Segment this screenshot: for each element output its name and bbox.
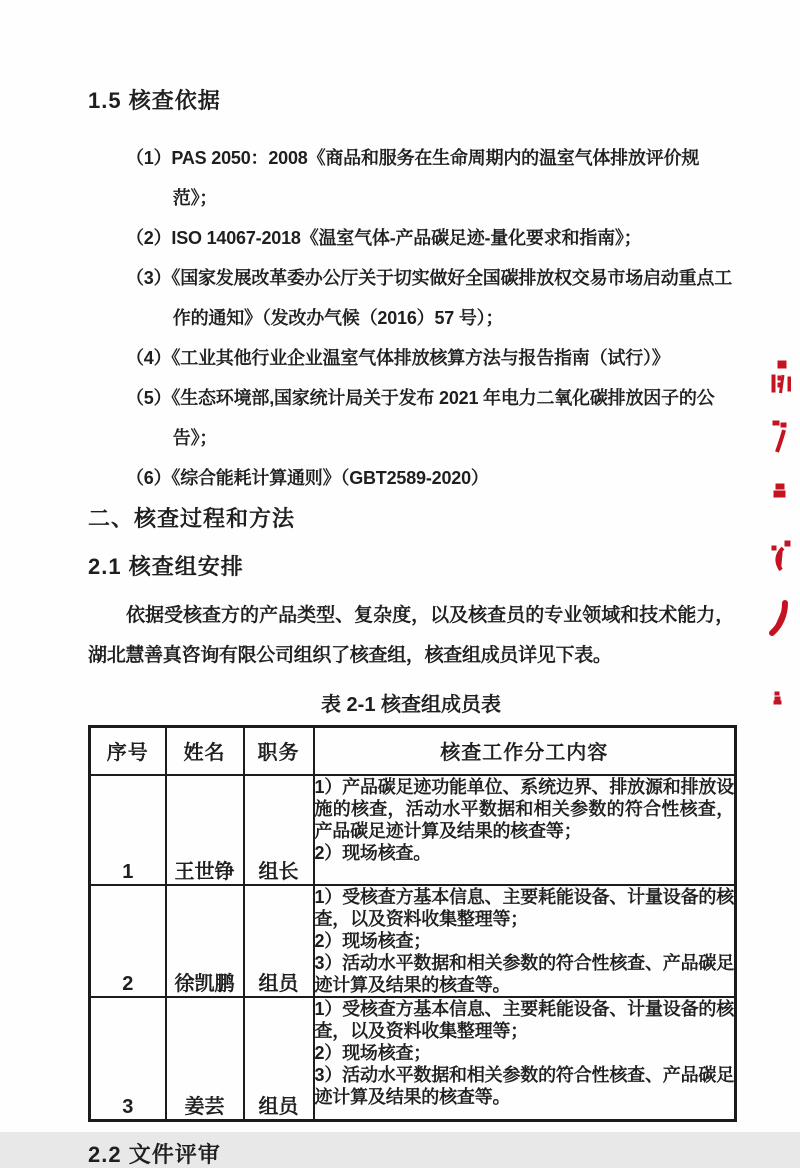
duty-line: 2）现场核查。: [314, 842, 432, 863]
duty-line: 1）产品碳足迹功能单位、系统边界、排放源和排放设施的核查，活动水平数据和相关参数的符合性核查，产品碳足迹计算及结果的核查等；: [314, 776, 734, 841]
team-members-table: [88, 725, 737, 1122]
header-role: 职务: [244, 727, 314, 775]
red-stamp-fragment-2: [773, 421, 786, 452]
team-arrangement-paragraph: 依据受核查方的产品类型、复杂度，以及核查员的专业领域和技术能力，湖北慧善真咨询有限公司组织了核查组，核查组成员详见下表。: [88, 605, 734, 666]
header-no: 序号: [90, 727, 166, 775]
heading-1-5: 1.5 核查依据: [88, 88, 221, 113]
cell-role: 组员: [244, 885, 314, 997]
reference-item-1: （1）PAS 2050：2008《商品和服务在生命周期内的温室气体排放评价规范》；: [126, 148, 700, 208]
page-content: [88, 88, 734, 1168]
table-row: [90, 885, 736, 997]
red-stamp-fragment-1: [772, 361, 791, 393]
heading-2-1: 2.1 核查组安排: [88, 554, 244, 579]
cell-no: 2: [90, 885, 166, 997]
cell-duties: [314, 997, 736, 1121]
red-stamp-fragment-5: [772, 603, 785, 633]
cell-name: 姜芸: [166, 997, 244, 1121]
duty-line: 3）活动水平数据和相关参数的符合性核查、产品碳足迹计算及结果的核查等。: [314, 952, 734, 995]
cell-role: 组员: [244, 997, 314, 1121]
cell-duties: [314, 775, 736, 885]
reference-item-2: （2）ISO 14067-2018《温室气体-产品碳足迹-量化要求和指南》；: [126, 228, 642, 248]
table-caption: 表 2-1 核查组成员表: [320, 694, 502, 716]
reference-item-5: （5）《生态环境部,国家统计局关于发布 2021 年电力二氧化碳排放因子的公告》；: [126, 388, 715, 448]
cell-name: 徐凯鹏: [166, 885, 244, 997]
duty-line: 2）现场核查；: [314, 1042, 432, 1063]
header-name: 姓名: [166, 727, 244, 775]
table-header-row: [90, 727, 736, 775]
header-duties: 核查工作分工内容: [314, 727, 736, 775]
cell-role: 组长: [244, 775, 314, 885]
reference-list: [126, 138, 734, 498]
reference-item-4: （4）《工业其他行业企业温室气体排放核算方法与报告指南（试行）》: [126, 348, 670, 368]
red-stamp-fragment-6: [774, 692, 781, 704]
table-row: [90, 775, 736, 885]
duty-line: 1）受核查方基本信息、主要耗能设备、计量设备的核查，以及资料收集整理等；: [314, 886, 734, 929]
duty-line: 3）活动水平数据和相关参数的符合性核查、产品碳足迹计算及结果的核查等。: [314, 1064, 734, 1107]
heading-2: 二、核查过程和方法: [88, 506, 296, 531]
reference-item-6: （6）《综合能耗计算通则》（GBT2589-2020）: [126, 468, 489, 488]
cell-no: 1: [90, 775, 166, 885]
red-stamp-fragment-3: [774, 484, 785, 497]
table-row: [90, 997, 736, 1121]
reference-item-3: （3）《国家发展改革委办公厅关于切实做好全国碳排放权交易市场启动重点工作的通知》（发改办气候（2016）57 号）；: [126, 268, 733, 328]
red-stamp-fragment-4: [772, 541, 790, 570]
heading-2-2: 2.2 文件评审: [88, 1142, 221, 1167]
cell-duties: [314, 885, 736, 997]
red-stamp-fragment-strip: [768, 348, 800, 710]
duty-line: 2）现场核查；: [314, 930, 432, 951]
cell-name: 王世铮: [166, 775, 244, 885]
duty-line: 1）受核查方基本信息、主要耗能设备、计量设备的核查，以及资料收集整理等；: [314, 998, 734, 1041]
cell-no: 3: [90, 997, 166, 1121]
